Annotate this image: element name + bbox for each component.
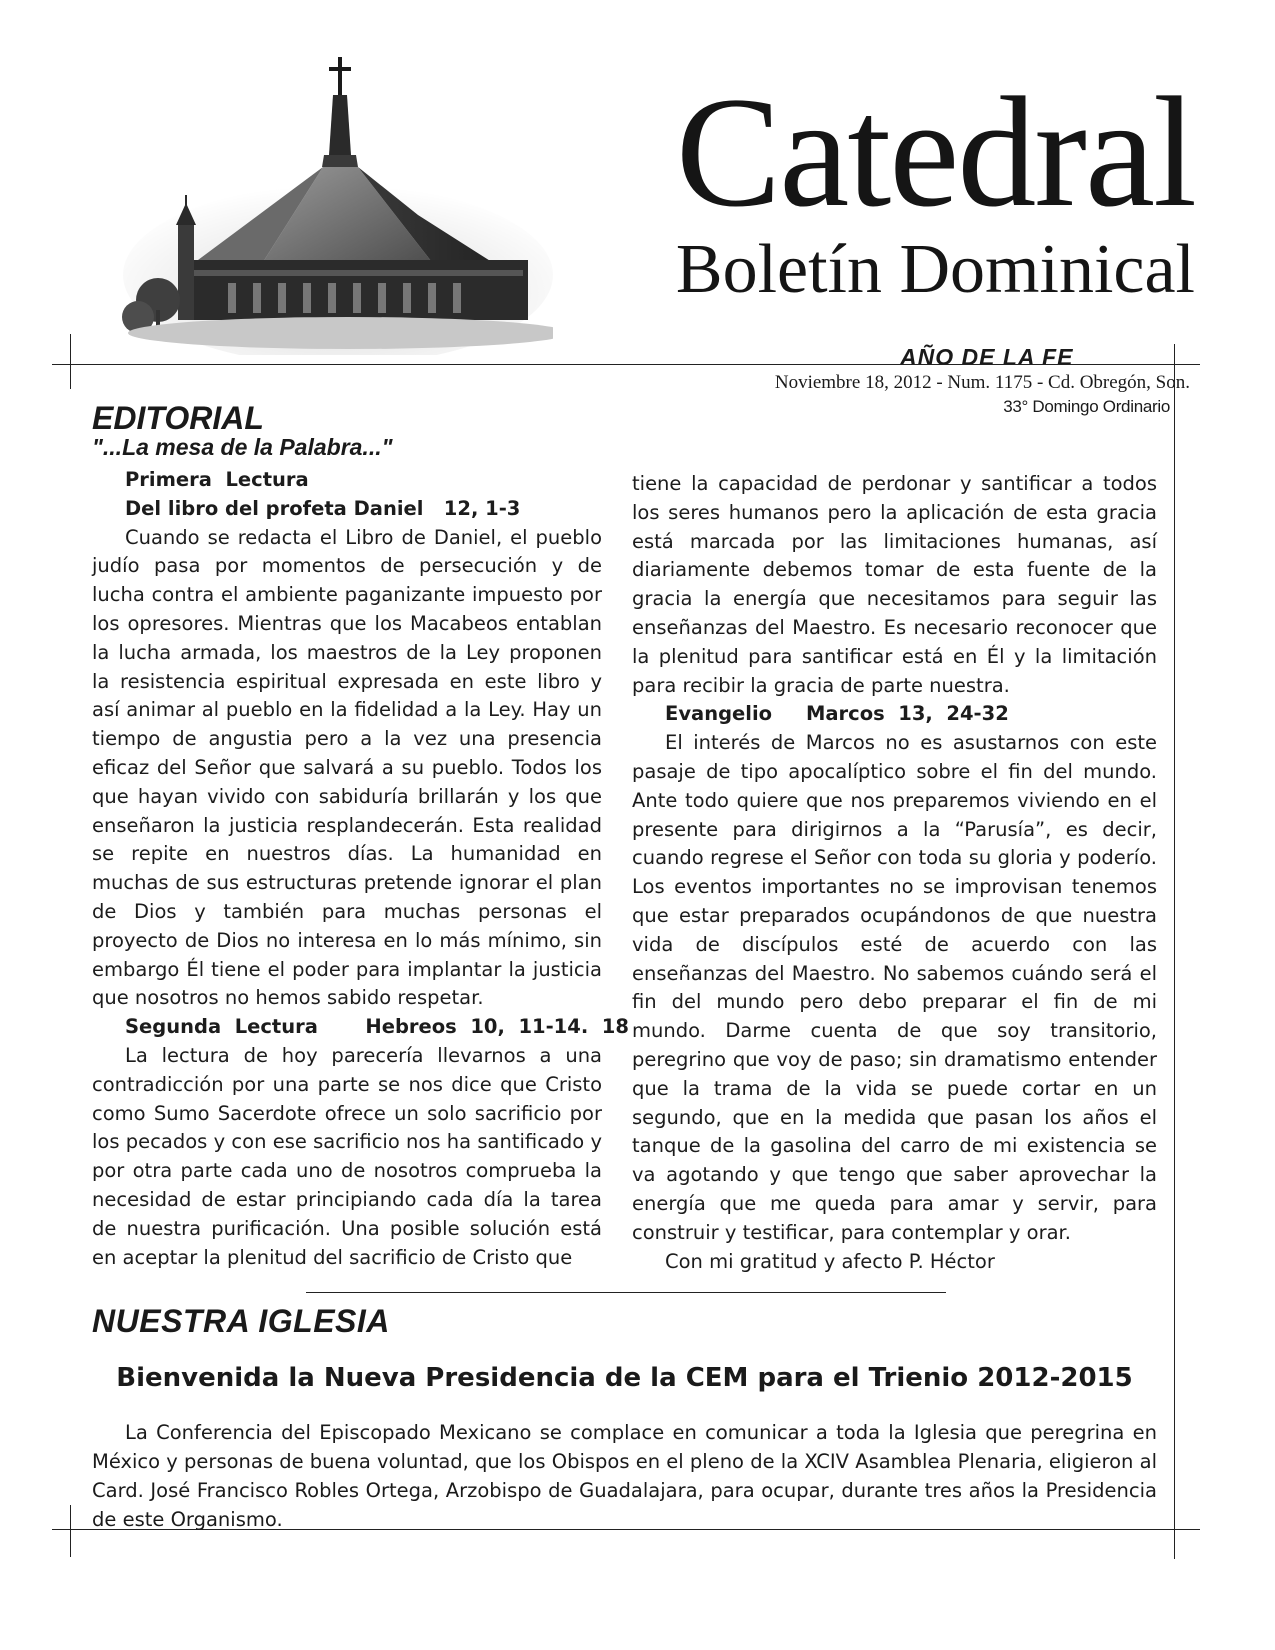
gospel-heading: Evangelio Marcos 13, 24-32 (665, 702, 1009, 726)
article-body: La Conferencia del Episcopado Mexicano se complace en comunicar a toda la Iglesia que peregrina en México y personas de buena voluntad, que los Obispos en el pleno de la XCIV Asamblea Plenaria, eligieron al Card. José Francisco Robles Ortega, Arzobispo de Guadalajara, para ocupar, durante tres años la Presidencia de este Organismo. (92, 1421, 1157, 1531)
sunday-label: 33° Domingo Ordinario (1003, 397, 1170, 416)
left-rule-bottom (70, 1505, 71, 1557)
editorial-heading: EDITORIAL (92, 400, 264, 436)
article-title: Bienvenida la Nueva Presidencia de la CEM para el Trienio 2012-2015 (116, 1363, 1133, 1393)
issue-line: Noviembre 18, 2012 - Num. 1175 - Cd. Obregón, Son. (774, 372, 1190, 393)
cathedral-photo (118, 55, 553, 355)
second-reading-heading: Segunda Lectura Hebreos 10, 11-14. 18 (125, 1015, 629, 1039)
editorial-column-right (632, 470, 1157, 1276)
second-reading-text: La lectura de hoy parecería llevarnos a una contradicción por una parte se nos dice que Cristo como Sumo Sacerdote ofrece un solo sacrificio por los pecados y con ese sacrificio nos ha santificado y por otra parte cada uno de nosotros comprueba la necesidad de estar principiando cada día la tarea de nuestra purificación. Una posible solución está en aceptar la plenitud del sacrificio de Cristo que (92, 1043, 602, 1269)
second-reading-continued: tiene la capacidad de perdonar y santificar a todos los seres humanos pero la aplicación de esta gracia está marcada por las limitaciones humanas, así diariamente debemos tomar de esta fuente de la gracia la energía que necesitamos para seguir las enseñanzas del Maestro. Es necesario reconocer que la plenitud para santificar está en Él y la limitación para recibir la gracia de parte nuestra. (632, 472, 1157, 697)
bulletin-subtitle: Boletín Dominical (675, 231, 1195, 308)
editorial-subheading: "...La mesa de la Palabra..." (92, 434, 393, 460)
editorial-column-left (92, 466, 629, 1272)
gospel-text: El interés de Marcos no es asustarnos con este pasaje de tipo apocalíptico sobre el fin del mundo. Ante todo quiere que nos preparemos viviendo en el presente para dirigirnos a la “Parusía”, es decir, cuando regrese el Señor con toda su gloria y poderío. Los eventos importantes no se improvisan tenemos que estar preparados ocupándonos de que nuestra vida de discípulos esté de acuerdo con las enseñanzas del Maestro. No sabemos cuándo será el fin del mundo pero debo preparar el fin de mi mundo. Darme cuenta de que soy transitorio, peregrino que voy de paso; sin dramatismo entender que la trama de la vida se puede cortar en un segundo, que en la medida que pasan los años el tanque de la gasolina del carro de mi existencia se va agotando y que tengo que saber aprovechar la energía que me queda para amar y servir, para construir y testificar, para contemplar y orar. (632, 731, 1157, 1244)
nuestra-iglesia-heading: NUESTRA IGLESIA (92, 1303, 390, 1339)
section-divider (306, 1292, 946, 1293)
first-reading-label: Primera Lectura (125, 468, 309, 491)
right-rule (1174, 344, 1175, 1559)
editorial-signature: Con mi gratitud y afecto P. Héctor (665, 1249, 995, 1273)
left-rule-top (70, 334, 71, 389)
year-label: AÑO DE LA FE (900, 344, 1074, 370)
first-reading-ref: Del libro del profeta Daniel 12, 1-3 (125, 496, 521, 520)
first-reading-text: Cuando se redacta el Libro de Daniel, el pueblo judío pasa por momentos de persecución y de lucha contra el ambiente paganizante impuesto por los opresores. Mientras que los Macabeos entablan la lucha armada, los maestros de la Ley proponen la resistencia espiritual expresada en este libro y así animar al pueblo en la fidelidad a la Ley. Hay un tiempo de angustia pero a la vez una presencia eficaz del Señor que salvará a su pueblo. Todos los que hayan vivido con sabiduría brillarán y los que enseñaron la justicia resplandecerán. Esta realidad se repite en nuestros días. La humanidad en muchas de sus estructuras pretende ignorar el plan de Dios y también para muchas personas el proyecto de Dios no interesa en lo más mínimo, sin embargo Él tiene el poder para implantar la justicia que nosotros no hemos sabido respetar. (92, 525, 602, 1010)
top-rule (52, 364, 1200, 365)
bulletin-title: Catedral (675, 65, 1195, 240)
